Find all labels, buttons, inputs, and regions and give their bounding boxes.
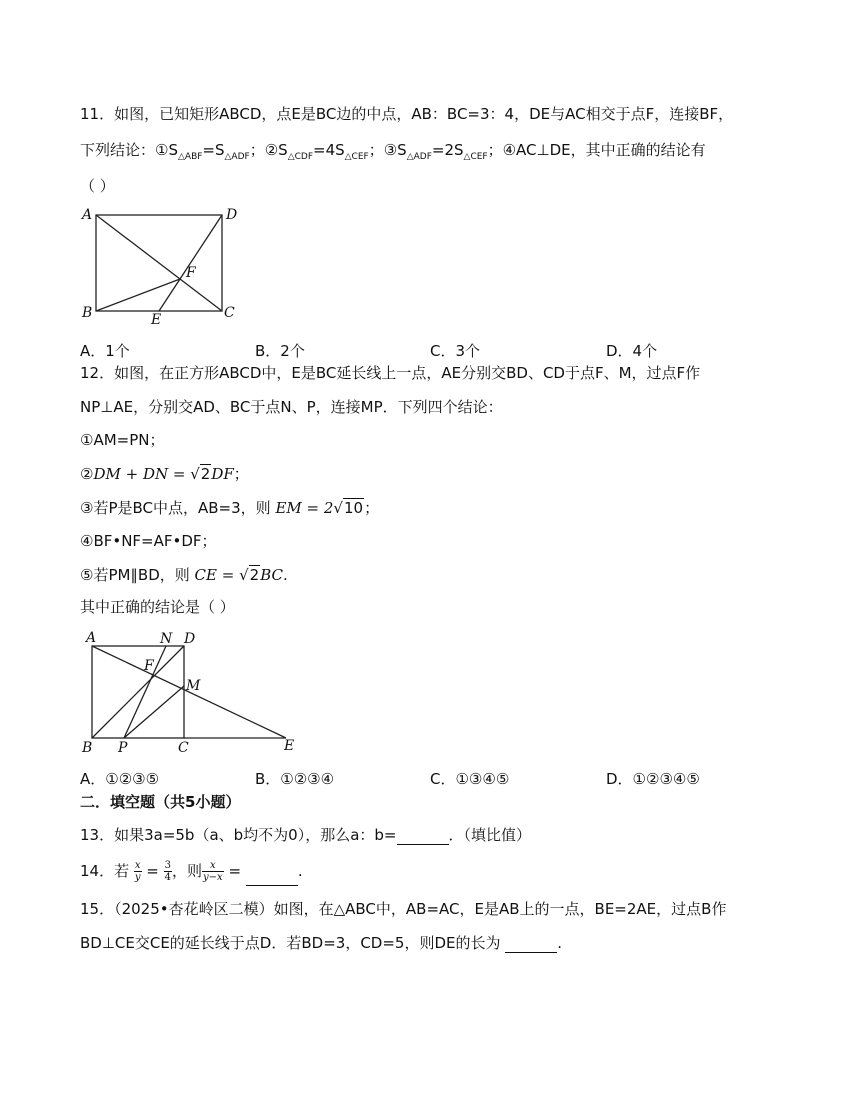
q15-line2: BD⊥CE交CE的延长线于点D．若BD=3，CD=5，则DE的长为 . [80, 934, 563, 952]
q11-option-c[interactable]: C．3个 [430, 342, 481, 360]
q11-label-F: F [186, 265, 196, 281]
q12-statement-3: ③若P是BC中点，AB=3，则 EM = 2√10； [80, 499, 380, 517]
q12-label-P: P [118, 740, 128, 756]
q12-line2: NP⊥AE，分别交AD、BC于点N、P，连接MP．下列四个结论： [80, 398, 503, 416]
q12-label-A: A [86, 630, 97, 646]
q12-label-D: D [184, 631, 196, 647]
section-heading: 二．填空题（共5小题） [80, 793, 241, 811]
q11-line-DE [159, 215, 222, 311]
q12-label-C: C [178, 740, 189, 756]
q13-line: 13．如果3a=5b（a、b均不为0），那么a：b= ．（填比值） [80, 826, 532, 844]
q11-label-D: D [226, 207, 238, 223]
q12-statement-5: ⑤若PM∥BD，则 CE = √2BC. [80, 566, 288, 584]
q11-figure [78, 203, 248, 328]
q11-option-d[interactable]: D．4个 [606, 342, 658, 360]
q13-answer-blank[interactable] [397, 828, 449, 845]
q12-label-F: F [144, 658, 154, 674]
q12-label-N: N [160, 631, 173, 647]
q12-statement-4: ④BF•NF=AF•DF； [80, 532, 217, 550]
q12-line-MP [124, 686, 184, 738]
q12-question: 其中正确的结论是（ ） [80, 598, 235, 616]
q12-option-b[interactable]: B．①②③④ [255, 770, 335, 788]
q12-figure [78, 628, 303, 756]
q11-label-E: E [151, 312, 162, 328]
q12-label-E: E [284, 738, 295, 754]
q15-answer-blank[interactable] [505, 936, 557, 953]
q12-label-M: M [186, 678, 201, 694]
q12-statement-1: ①AM=PN； [80, 431, 165, 449]
q11-label-A: A [82, 207, 93, 223]
q11-line1: 11．如图，已知矩形ABCD，点E是BC边的中点，AB：BC=3：4，DE与AC相交于点F，连接BF， [80, 105, 734, 123]
q11-label-C: C [224, 305, 235, 321]
q12-option-d[interactable]: D．①②③④⑤ [606, 770, 700, 788]
q12-statement-2: ②DM + DN = √2DF； [80, 465, 249, 483]
q12-option-c[interactable]: C．①③④⑤ [430, 770, 510, 788]
q14-answer-blank[interactable] [246, 865, 298, 886]
q11-option-b[interactable]: B．2个 [255, 342, 305, 360]
q11-line-AC [96, 215, 222, 311]
q12-option-a[interactable]: A．①②③⑤ [80, 770, 160, 788]
q14-fraction-x-over-y: $\frac{x}{y}$ [134, 860, 141, 883]
q11-answer-paren: （ ） [80, 177, 115, 195]
q12-label-B: B [82, 740, 93, 756]
q11-label-B: B [82, 305, 93, 321]
q12-line1: 12．如图，在正方形ABCD中，E是BC延长线上一点，AE分别交BD、CD于点F、M，过点F作 [80, 364, 701, 382]
q12-line-BD [92, 646, 184, 738]
q11-option-a[interactable]: A．1个 [80, 342, 130, 360]
q11-line2: 下列结论：$①S_{\triangle ABF}=S_{\triangle ADF}$；$②S_{\triangle CDF}=4S_{\triangle CEF}$；$③S_{\triangle ADF}=2S_{\triangle CEF}$；④AC⊥DE，其中正确的结论有 [80, 141, 706, 162]
q15-line1: 15．（2025•杏花岭区二模）如图，在△ABC中，AB=AC，E是AB上的一点，BE=2AE，过点B作 [80, 900, 727, 918]
q14-line: 14．若 $\frac{x}{y}$ = $\frac{3}{4}$ ，则 $\frac{x}{y-x}$ = . [80, 856, 303, 886]
q11-line-BF [96, 279, 180, 311]
q14-fraction-3-over-4: $\frac{3}{4}$ [164, 860, 172, 883]
q14-fraction-x-over-y-minus-x: $\frac{x}{y-x}$ [203, 860, 223, 883]
